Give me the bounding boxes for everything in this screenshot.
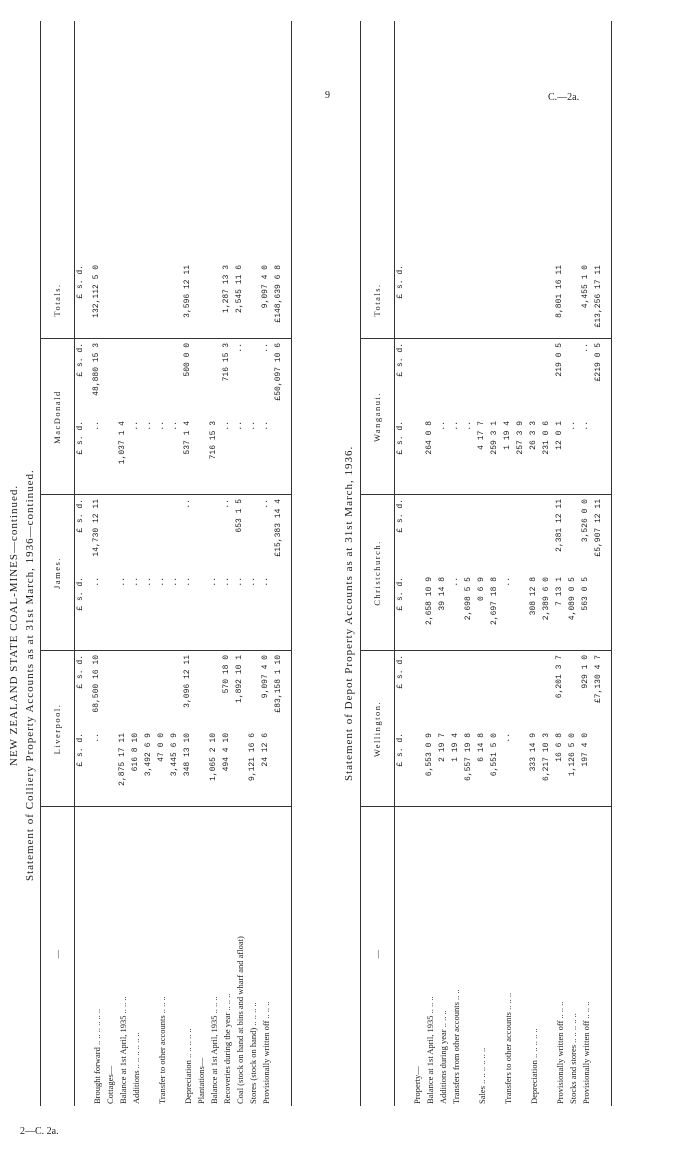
top-cell: .. (235, 343, 244, 353)
bottom-cell: .. (581, 343, 590, 353)
top-cell: 3,445 6 9 (170, 733, 179, 777)
top-cell: .. (131, 577, 140, 587)
top-row-label: Brought forward .. .. .. .. .. .. (92, 1008, 102, 1104)
top-cell: .. (131, 421, 140, 431)
top-cell: £83,158 1 10 (274, 655, 283, 713)
top-cell: .. (144, 577, 153, 587)
top-cell: 1,287 13 3 (222, 265, 231, 314)
top-row-label: Additions .. .. .. .. .. .. (131, 1032, 141, 1104)
bottom-cell: .. (451, 421, 460, 431)
top-cell: .. (118, 577, 127, 587)
top-cell: 500 0 0 (183, 343, 192, 377)
top-cell: .. (92, 421, 101, 431)
top-row-label: Recoveries during the year .. .. .. (222, 993, 232, 1104)
top-cell: 716 15 3 (209, 421, 218, 460)
bottom-column-header: Christchurch. (372, 540, 382, 606)
top-cell: .. (261, 499, 270, 509)
page-header-left: 2—C. 2a. (20, 1126, 59, 1137)
top-cell: 653 1 5 (235, 499, 244, 533)
top-cell: 716 15 3 (222, 343, 231, 382)
bottom-cell: 8,801 16 11 (555, 265, 564, 318)
bottom-unit-label: £ s. d. (396, 655, 405, 689)
bottom-row-label: Property— (412, 1066, 422, 1104)
top-cell: 537 1 4 (183, 421, 192, 455)
bottom-cell: £5,907 12 11 (594, 499, 603, 557)
bottom-cell: 4 17 7 (477, 421, 486, 450)
bottom-cell: £13,256 17 11 (594, 265, 603, 328)
bottom-row-label: Provisionally written off .. .. .. (581, 1001, 591, 1104)
bottom-cell: 6,551 5 0 (490, 733, 499, 777)
top-cell: .. (183, 499, 192, 509)
top-rule-group (40, 338, 291, 339)
top-cell: 132,112 5 0 (92, 265, 101, 318)
top-cell: .. (170, 577, 179, 587)
top-cell: 1,065 2 10 (209, 733, 218, 782)
bottom-cell: 26 3 3 (529, 421, 538, 450)
top-row-label: Plantations— (196, 1057, 206, 1104)
bottom-cell: 1 19 4 (503, 421, 512, 450)
top-cell: .. (157, 577, 166, 587)
bottom-cell: 219 0 5 (555, 343, 564, 377)
bottom-unit-label: £ s. d. (396, 733, 405, 767)
top-cell: 348 13 10 (183, 733, 192, 777)
top-cell: 494 4 10 (222, 733, 231, 772)
top-cell: 9,121 16 6 (248, 733, 257, 782)
top-cell: .. (222, 577, 231, 587)
top-unit-label: £ s. d. (76, 733, 85, 767)
top-cell: 3,492 6 9 (144, 733, 153, 777)
top-cell: .. (144, 421, 153, 431)
top-cell: .. (261, 343, 270, 353)
bottom-cell: 39 14 8 (438, 577, 447, 611)
bottom-column-header: Totals. (372, 283, 382, 317)
bottom-unit-label: £ s. d. (396, 577, 405, 611)
top-row-label: Stores (stock on hand) .. .. .. .. (248, 1002, 258, 1104)
bottom-cell: 2,698 5 5 (464, 577, 473, 621)
bottom-unit-label: £ s. d. (396, 499, 405, 533)
bottom-row-label: Stocks and stores .. .. .. .. .. (568, 1013, 578, 1104)
top-column-header: MacDonald (52, 390, 62, 444)
top-cell: 9,097 4 0 (261, 655, 270, 699)
top-cell: 616 8 10 (131, 733, 140, 772)
top-row-label: Depreciation .. .. .. .. .. (183, 1028, 193, 1104)
top-cell: .. (248, 577, 257, 587)
top-cell: .. (183, 577, 192, 587)
top-unit-label: £ s. d. (76, 655, 85, 689)
bottom-unit-label: £ s. d. (396, 343, 405, 377)
top-column-header: Totals. (52, 283, 62, 317)
top-cell: 2,875 17 11 (118, 733, 127, 786)
bottom-row-label: Provisionally written off .. .. .. (555, 1001, 565, 1104)
bottom-cell: 197 4 0 (581, 733, 590, 767)
bottom-cell: 2,389 6 0 (542, 577, 551, 621)
top-cell: .. (235, 577, 244, 587)
top-dash-header: — (52, 948, 62, 959)
bottom-cell: 4,455 1 0 (581, 265, 590, 309)
top-cell: .. (222, 499, 231, 509)
top-cell: .. (157, 421, 166, 431)
bottom-unit-label: £ s. d. (396, 265, 405, 299)
top-unit-label: £ s. d. (76, 343, 85, 377)
bottom-row-label: Additions during year .. .. .. (438, 1010, 448, 1104)
bottom-rule-header (394, 21, 395, 1106)
bottom-cell: 6 14 8 (477, 733, 486, 762)
bottom-title: Statement of Depot Property Accounts as at 31st March, 1936. (343, 445, 355, 781)
bottom-cell: £219 0 5 (594, 343, 603, 382)
bottom-cell: 1,126 5 0 (568, 733, 577, 777)
top-rule-group (40, 494, 291, 495)
top-cell: .. (222, 421, 231, 431)
top-unit-label: £ s. d. (76, 577, 85, 611)
top-rule-label (40, 806, 291, 807)
top-cell: .. (248, 421, 257, 431)
top-rule-top (40, 21, 41, 1106)
top-title-line1: NEW ZEALAND STATE COAL-MINES—continued. (8, 484, 20, 766)
bottom-dash-header: — (372, 948, 382, 959)
top-rule-header (74, 21, 75, 1106)
bottom-cell: 6,553 0 9 (425, 733, 434, 777)
top-cell: 1,892 10 1 (235, 655, 244, 704)
bottom-cell: .. (581, 421, 590, 431)
bottom-cell: 257 3 9 (516, 421, 525, 455)
top-cell: £15,383 14 4 (274, 499, 283, 557)
bottom-cell: £7,130 4 7 (594, 655, 603, 704)
bottom-cell: .. (503, 733, 512, 743)
top-row-label: Provisionally written off .. .. .. (261, 1001, 271, 1104)
top-cell: .. (92, 577, 101, 587)
bottom-cell: .. (438, 421, 447, 431)
bottom-rule-label (360, 806, 611, 807)
bottom-row-label: Balance at 1st April, 1935 .. .. .. (425, 996, 435, 1104)
top-column-header: Liverpool. (52, 703, 62, 755)
bottom-unit-label: £ s. d. (396, 421, 405, 455)
bottom-cell: 231 0 6 (542, 421, 551, 455)
bottom-row-label: Transfers to other accounts .. .. .. (503, 992, 513, 1104)
top-row-label: Cottages— (105, 1065, 115, 1104)
page-number: 9 (325, 90, 330, 101)
bottom-cell: 2 19 7 (438, 733, 447, 762)
bottom-cell: .. (568, 421, 577, 431)
bottom-cell: .. (503, 577, 512, 587)
top-cell: 24 12 6 (261, 733, 270, 767)
bottom-rule-group (360, 494, 611, 495)
bottom-cell: 264 0 8 (425, 421, 434, 455)
bottom-column-header: Wellington. (372, 700, 382, 758)
bottom-cell: 16 6 8 (555, 733, 564, 762)
top-cell: 47 0 0 (157, 733, 166, 762)
bottom-column-header: Wanganui. (372, 392, 382, 442)
top-cell: 570 18 0 (222, 655, 231, 694)
top-cell: .. (209, 577, 218, 587)
top-cell: 3,596 12 11 (183, 265, 192, 318)
top-cell: 48,880 15 3 (92, 343, 101, 396)
top-cell: .. (261, 421, 270, 431)
top-cell: 3,096 12 11 (183, 655, 192, 708)
bottom-rule-group (360, 650, 611, 651)
top-cell: .. (261, 577, 270, 587)
bottom-row-label: Transfers from other accounts .. .. (451, 989, 461, 1104)
bottom-rule-top (360, 21, 361, 1106)
bottom-cell: .. (451, 577, 460, 587)
bottom-cell: 259 3 1 (490, 421, 499, 455)
top-cell: .. (235, 421, 244, 431)
bottom-cell: 2,697 18 8 (490, 577, 499, 626)
top-unit-label: £ s. d. (76, 265, 85, 299)
bottom-cell: 6,217 10 3 (542, 733, 551, 782)
top-cell: 2,545 11 6 (235, 265, 244, 314)
top-row-label: Balance at 1st April, 1935 .. .. .. (118, 996, 128, 1104)
bottom-cell: 308 12 8 (529, 577, 538, 616)
top-title-line2: Statement of Colliery Property Accounts as at 31st March, 1936—continued. (24, 469, 36, 881)
bottom-cell: 2,381 12 11 (555, 499, 564, 552)
top-cell: .. (170, 421, 179, 431)
top-cell: 1,037 1 4 (118, 421, 127, 465)
top-unit-label: £ s. d. (76, 421, 85, 455)
top-row-label: Transfer to other accounts .. .. .. (157, 996, 167, 1104)
bottom-cell: 6,201 3 7 (555, 655, 564, 699)
bottom-cell: 4,089 0 5 (568, 577, 577, 621)
bottom-cell: 3,526 0 0 (581, 499, 590, 543)
bottom-row-label: Depreciation .. .. .. .. .. (529, 1028, 539, 1104)
bottom-cell: .. (464, 421, 473, 431)
bottom-cell: 333 14 9 (529, 733, 538, 772)
bottom-cell: 563 0 5 (581, 577, 590, 611)
bottom-cell: 1 19 4 (451, 733, 460, 762)
bottom-cell: 2,658 10 9 (425, 577, 434, 626)
top-unit-label: £ s. d. (76, 499, 85, 533)
top-cell: £148,639 6 8 (274, 265, 283, 323)
bottom-row-label: Sales .. .. .. .. .. .. (477, 1047, 487, 1104)
top-rule-bottom (291, 21, 292, 1106)
bottom-cell: 929 1 0 (581, 655, 590, 689)
top-cell: £50,097 10 6 (274, 343, 283, 401)
top-row-label: Balance at 1st April, 1935 .. .. .. (209, 996, 219, 1104)
bottom-cell: 6,557 19 8 (464, 733, 473, 782)
bottom-cell: 12 0 1 (555, 421, 564, 450)
top-column-header: James. (52, 557, 62, 589)
page-header-right: C.—2a. (548, 92, 580, 103)
top-cell: 14,730 12 11 (92, 499, 101, 557)
bottom-rule-bottom (611, 21, 612, 1106)
top-row-label: Coal (stock on hand at bins and wharf and afloat) (235, 936, 245, 1104)
top-cell: 68,500 16 10 (92, 655, 101, 713)
top-cell: .. (92, 733, 101, 743)
bottom-cell: 0 6 9 (477, 577, 486, 602)
bottom-rule-group (360, 338, 611, 339)
bottom-cell: 7 13 1 (555, 577, 564, 606)
top-cell: 9,097 4 0 (261, 265, 270, 309)
top-rule-group (40, 650, 291, 651)
